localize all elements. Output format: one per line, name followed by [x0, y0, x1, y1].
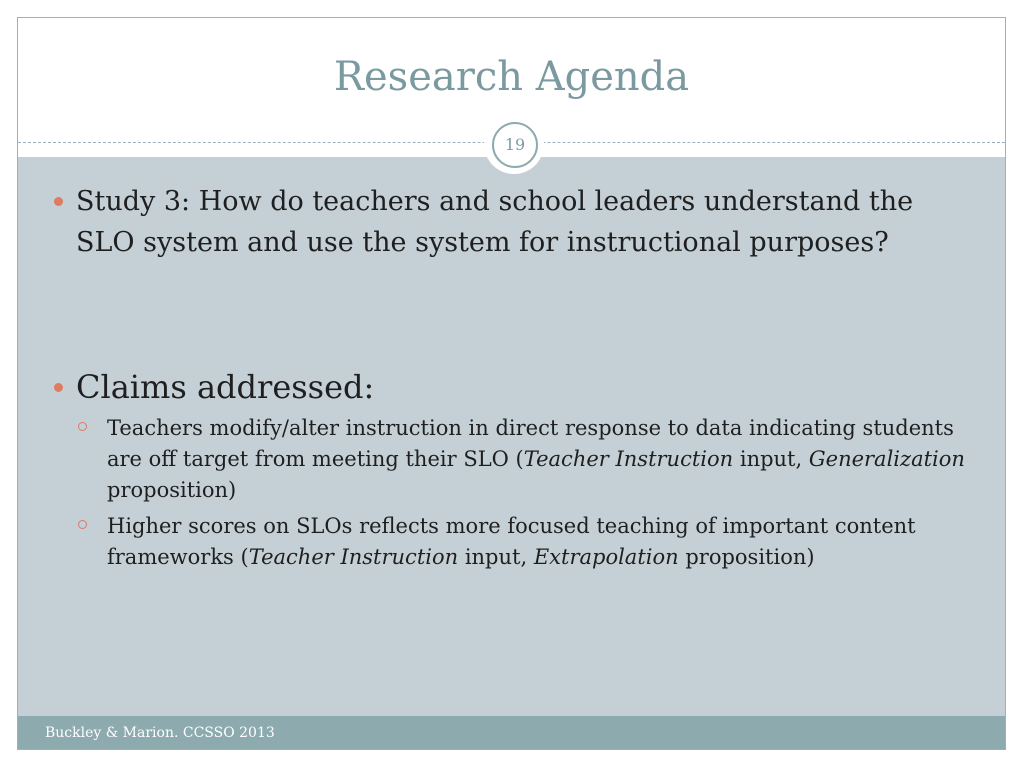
- slide: [17, 17, 1006, 750]
- text-segment: Higher scores on SLOs reflects more focused teaching of important content frameworks (: [107, 514, 916, 569]
- italic-term: Teacher Instruction: [523, 447, 734, 471]
- page-number-badge: [484, 114, 544, 174]
- text-segment: proposition): [678, 545, 815, 569]
- bullet-text: Study 3: How do teachers and school leaders understand the SLO system and use the system for instructional purposes?: [76, 186, 914, 258]
- text-segment: proposition): [107, 478, 237, 502]
- bullet-claims-addressed: [54, 366, 954, 408]
- bullet-text: Claims addressed:: [76, 368, 375, 406]
- sub-bullet-text: [107, 511, 978, 573]
- bullet-ring-icon: [78, 422, 87, 431]
- bullet-ring-icon: [78, 520, 87, 529]
- text-segment: input,: [733, 447, 809, 471]
- bullet-study-3: [54, 181, 954, 263]
- sub-bullet-claim-2: [78, 511, 978, 573]
- footer-bar: [18, 716, 1005, 750]
- footer-text: Buckley & Marion. CCSSO 2013: [45, 725, 275, 741]
- italic-term: Teacher Instruction: [248, 545, 459, 569]
- sub-bullet-claim-1: [78, 413, 978, 506]
- italic-term: Generalization: [808, 447, 965, 471]
- text-segment: input,: [458, 545, 534, 569]
- slide-title: Research Agenda: [333, 54, 690, 100]
- text-segment: Teachers modify/alter instruction in direct response to data indicating students are off target from meeting their SLO (: [107, 416, 954, 471]
- bullet-dot-icon: [54, 383, 63, 392]
- italic-term: Extrapolation: [533, 545, 679, 569]
- sub-bullet-text: [107, 413, 978, 506]
- bullet-dot-icon: [54, 197, 63, 206]
- page-number: 19: [492, 122, 538, 168]
